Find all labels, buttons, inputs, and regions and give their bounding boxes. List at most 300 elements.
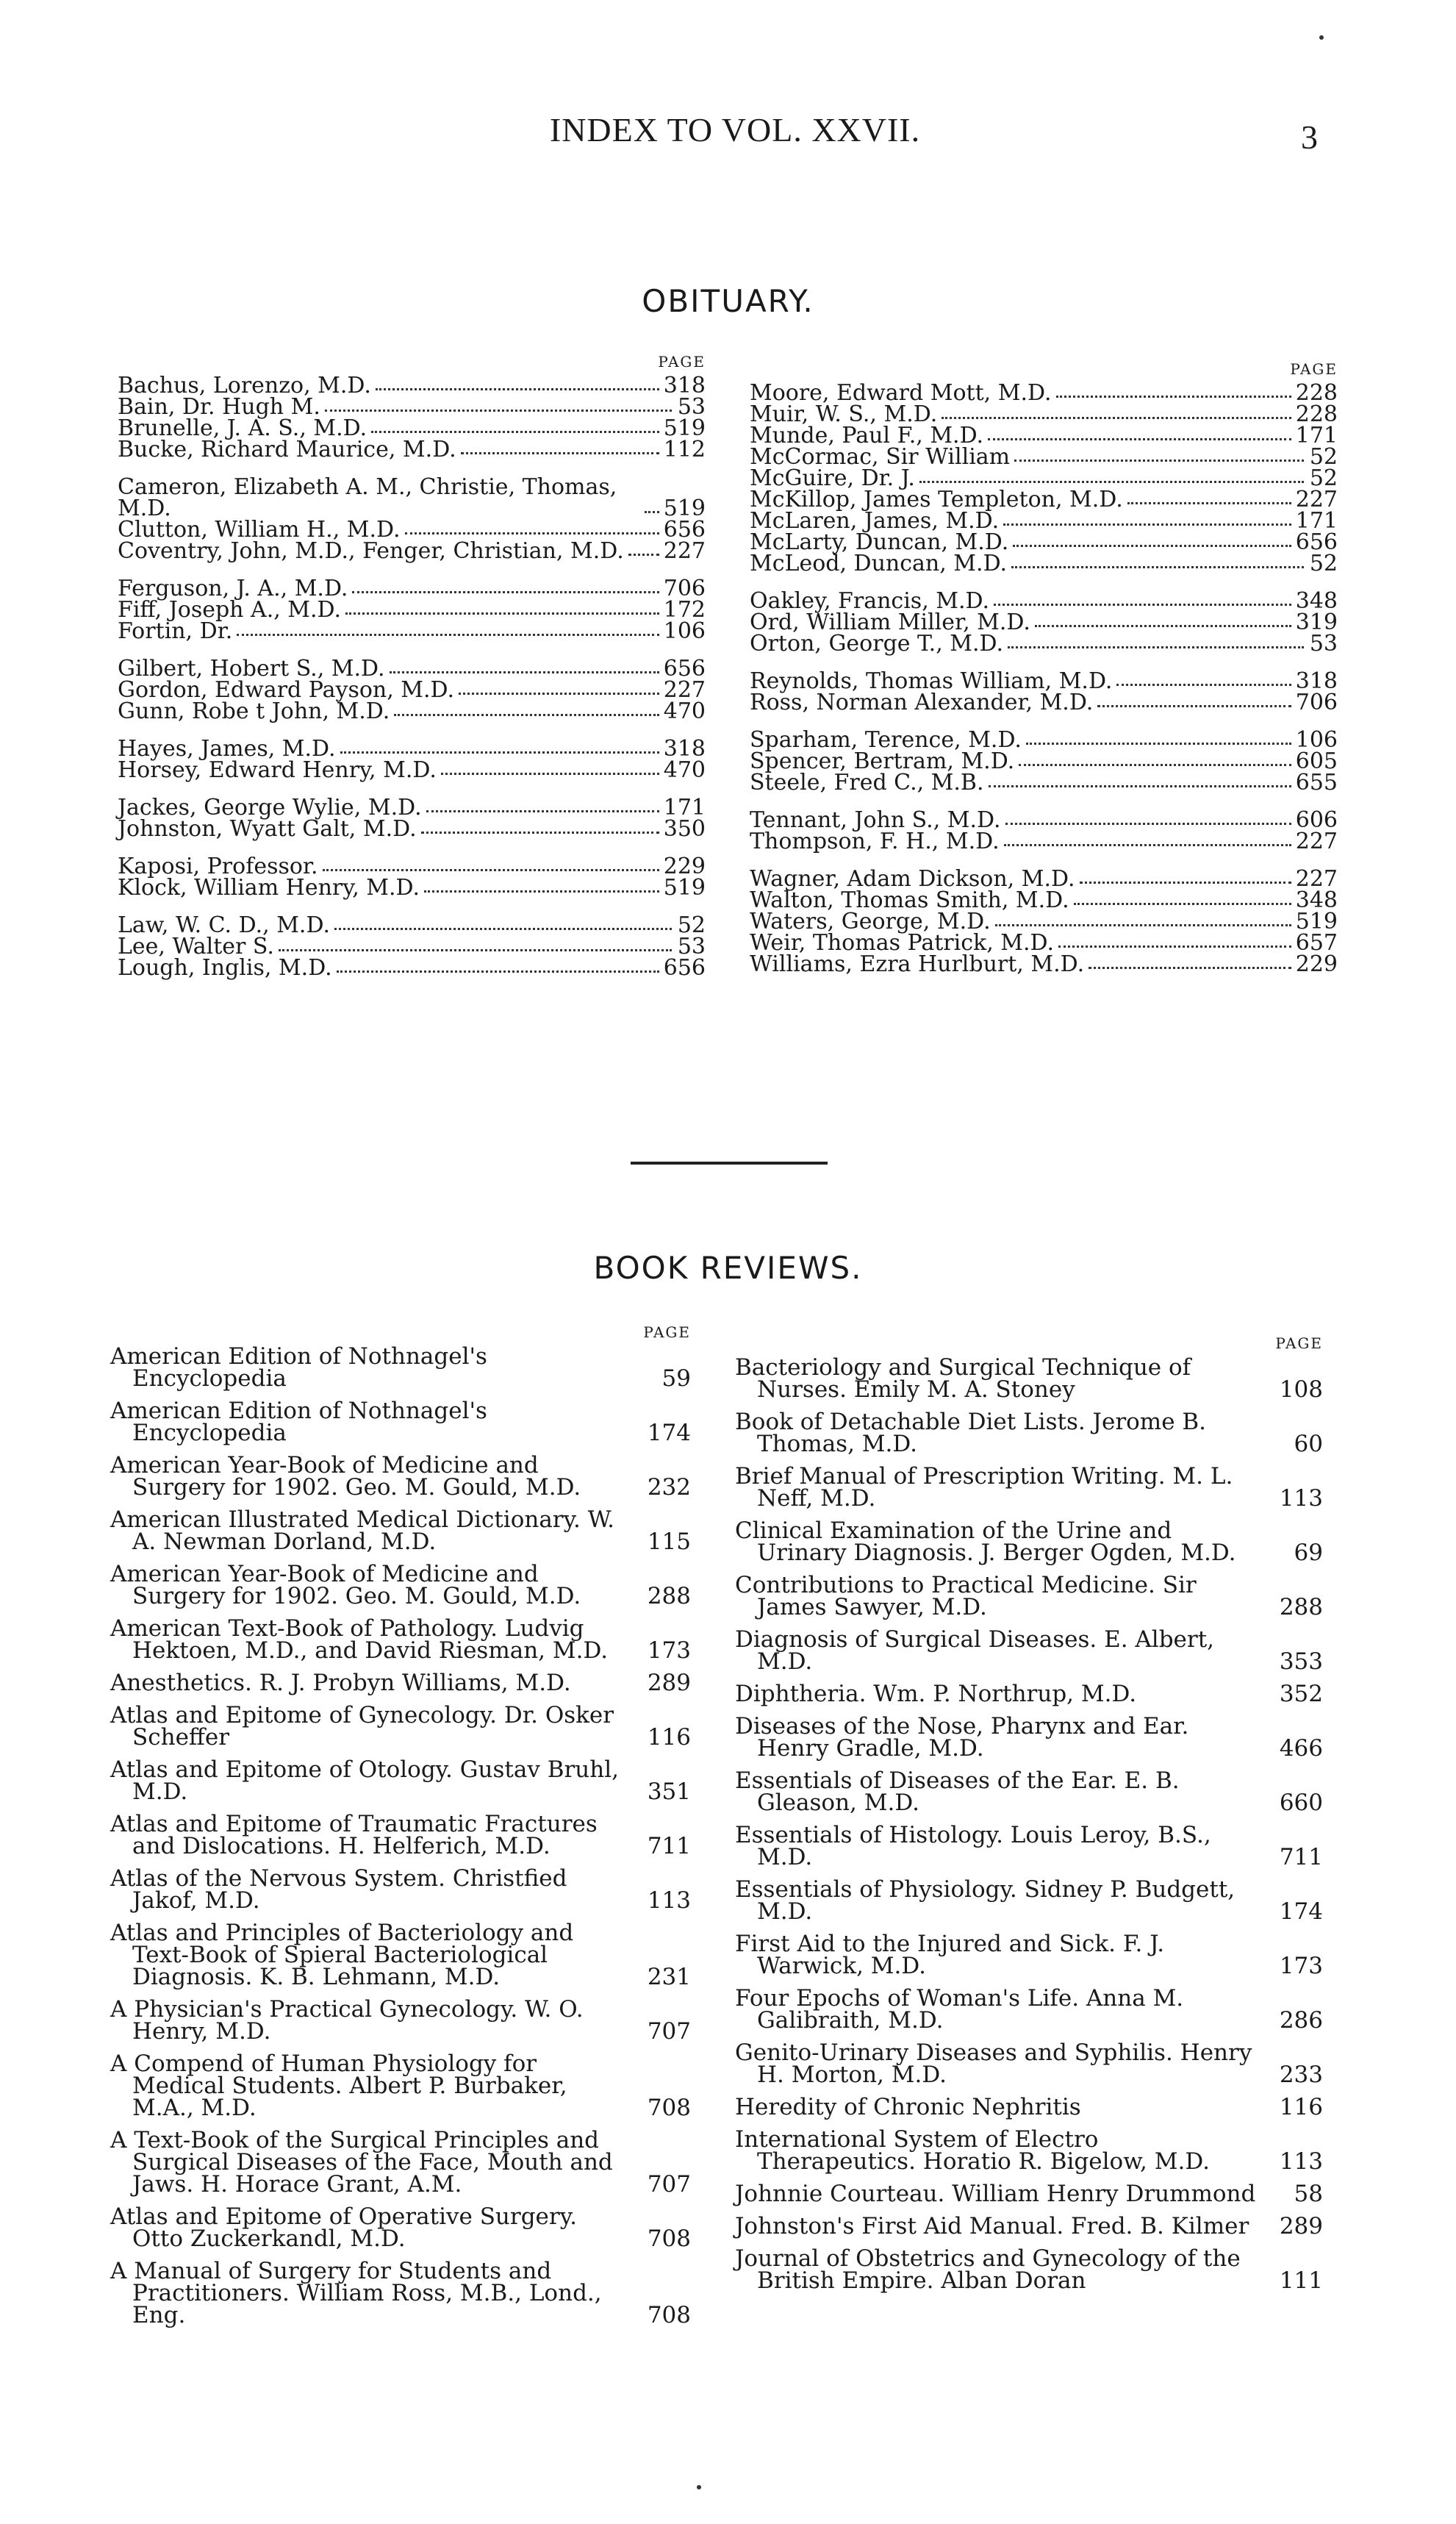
obituary-entry: [118, 439, 706, 460]
obituary-heading: OBITUARY.: [642, 283, 814, 319]
entry-name: Clutton, William H., M.D.: [118, 517, 401, 543]
obituary-entry: [118, 375, 706, 396]
obituary-group: [118, 797, 706, 840]
obituary-entry: [118, 856, 706, 877]
entry-page: 227: [1295, 487, 1338, 512]
leader-dots: [424, 890, 659, 893]
review-page: 173: [1279, 1953, 1323, 1979]
review-entry: [735, 1574, 1323, 1618]
obituary-entry: [118, 759, 706, 781]
review-title: Diagnosis of Surgical Diseases. E. Albert, M.D.: [735, 1626, 1215, 1675]
obituary-right-column: [750, 360, 1338, 991]
obituary-group: [750, 727, 1338, 796]
page-column-label: PAGE: [1290, 360, 1338, 378]
review-entry: [110, 1756, 691, 1805]
leader-dots: [1003, 523, 1291, 526]
entry-page: 53: [677, 934, 706, 959]
review-page: 116: [1279, 2094, 1323, 2120]
review-title: Contributions to Practical Medicine. Sir James Sawyer, M.D.: [735, 1572, 1197, 1620]
review-page: 466: [1279, 1735, 1323, 1762]
review-page: 233: [1279, 2062, 1323, 2088]
entry-name: Tennant, John S., M.D.: [750, 807, 1001, 833]
obituary-entry: [750, 609, 1338, 635]
obituary-group: [750, 868, 1338, 975]
review-title: A Text-Book of the Surgical Principles and Surgical Diseases of the Face, Mouth and Jaws. H. Horace Grant, A.M.: [110, 2127, 613, 2198]
entry-name: Coventry, John, M.D., Fenger, Christian, M.D.: [118, 538, 624, 564]
review-title: A Compend of Human Physiology for Medical Students. Albert P. Burbaker, M.A., M.D.: [110, 2051, 567, 2121]
entry-name: Bucke, Richard Maurice, M.D.: [118, 437, 456, 462]
obituary-entry: [750, 553, 1338, 574]
review-page: 711: [1279, 1844, 1323, 1870]
entry-name: McCormac, Sir William: [750, 444, 1011, 470]
review-entry: [735, 1411, 1323, 1455]
leader-dots: [1019, 764, 1291, 766]
review-page: 711: [647, 1833, 691, 1859]
entry-name: Jackes, George Wylie, M.D.: [118, 795, 422, 821]
review-entry: [110, 1452, 691, 1501]
review-entry: [735, 1356, 1323, 1401]
entry-name: Munde, Paul F., M.D.: [750, 423, 984, 448]
review-entry: [110, 2203, 691, 2252]
review-page: 115: [647, 1529, 691, 1555]
entry-page: 106: [663, 618, 706, 644]
obituary-entry: [118, 517, 706, 543]
entry-name: Fortin, Dr.: [118, 618, 233, 644]
leader-dots: [345, 612, 659, 615]
review-entry: [110, 2260, 691, 2326]
entry-page: 350: [663, 816, 706, 842]
entry-name: Lee, Walter S.: [118, 934, 274, 959]
entry-name: Gordon, Edward Payson, M.D.: [118, 677, 455, 703]
review-page: 708: [647, 2226, 691, 2252]
entry-name: Bain, Dr. Hugh M.: [118, 394, 320, 420]
entry-page: 112: [663, 437, 706, 462]
entry-page: 228: [1295, 380, 1338, 406]
entry-name: McKillop, James Templeton, M.D.: [750, 487, 1123, 512]
obituary-entry: [118, 698, 706, 724]
entry-name: Thompson, F. H., M.D.: [750, 829, 1000, 854]
leader-dots: [919, 481, 1304, 483]
entry-page: 519: [663, 875, 706, 901]
review-page: 289: [647, 1670, 691, 1696]
obituary-entry: [750, 831, 1338, 852]
obituary-group: [118, 854, 706, 901]
review-page: 707: [647, 2171, 691, 2198]
entry-page: 106: [1295, 727, 1338, 753]
section-divider: [631, 1162, 828, 1165]
entry-page: 52: [1309, 444, 1338, 470]
entry-name: Lough, Inglis, M.D.: [118, 955, 332, 981]
leader-dots: [461, 452, 659, 454]
obituary-group: [118, 476, 706, 562]
review-page: 707: [647, 2018, 691, 2045]
leader-dots: [1089, 967, 1291, 969]
review-title: Essentials of Diseases of the Ear. E. B. Gleason, M.D.: [735, 1767, 1180, 1816]
obituary-entry: [750, 510, 1338, 532]
entry-name: Hayes, James, M.D.: [118, 736, 336, 762]
review-title: Essentials of Histology. Louis Leroy, B.S., M.D.: [735, 1822, 1211, 1870]
review-title: Atlas and Epitome of Otology. Gustav Bruhl, M.D.: [110, 1756, 620, 1805]
leader-dots: [1008, 646, 1304, 648]
leader-dots: [325, 410, 672, 412]
obituary-entry: [750, 465, 1338, 491]
obituary-entry: [750, 489, 1338, 510]
entry-page: 657: [1295, 930, 1338, 956]
review-entry: [735, 2245, 1323, 2294]
review-title: Anesthetics. R. J. Probyn Williams, M.D.: [110, 1670, 571, 1696]
review-page: 708: [647, 2302, 691, 2328]
review-page: 289: [1279, 2213, 1323, 2239]
entry-page: 656: [663, 656, 706, 682]
review-title: Atlas and Epitome of Gynecology. Dr. Osker Scheffer: [110, 1702, 614, 1751]
review-entry: [735, 1985, 1323, 2034]
entry-name: Brunelle, J. A. S., M.D.: [118, 415, 367, 441]
entry-name: Weir, Thomas Patrick, M.D.: [750, 930, 1055, 956]
review-entry: [110, 2127, 691, 2198]
entry-name: Ross, Norman Alexander, M.D.: [750, 690, 1094, 715]
obituary-entry: [750, 729, 1338, 751]
review-entry: [110, 1400, 691, 1444]
review-entry: [110, 1506, 691, 1555]
review-page: 353: [1279, 1648, 1323, 1675]
entry-page: 519: [663, 496, 706, 521]
review-entry: [110, 1702, 691, 1751]
review-entry: [735, 1626, 1323, 1675]
entry-name: Reynolds, Thomas William, M.D.: [750, 668, 1113, 694]
review-entry: [110, 2053, 691, 2119]
obituary-entry: [118, 936, 706, 957]
entry-page: 229: [1295, 951, 1338, 977]
entry-page: 229: [663, 854, 706, 879]
review-title: A Physician's Practical Gynecology. W. O. Henry, M.D.: [110, 1996, 584, 2045]
obituary-entry: [750, 911, 1338, 932]
entry-page: 52: [1309, 551, 1338, 576]
review-entry: [110, 1672, 691, 1694]
review-title: Clinical Examination of the Urine and Urinary Diagnosis. J. Berger Ogden, M.D.: [735, 1517, 1236, 1566]
review-entry: [735, 1824, 1323, 1868]
entry-name: Gunn, Robe t John, M.D.: [118, 698, 390, 724]
entry-page: 656: [1295, 529, 1338, 555]
obituary-left-column: [118, 353, 706, 995]
entry-name: Fiff, Joseph A., M.D.: [118, 597, 342, 623]
leader-dots: [1127, 502, 1291, 504]
review-title: Brief Manual of Prescription Writing. M. L. Neff, M.D.: [735, 1463, 1233, 1512]
obituary-entry: [750, 770, 1338, 796]
review-title: Atlas of the Nervous System. Christfied Jakof, M.D.: [110, 1865, 567, 1914]
review-title: Atlas and Principles of Bacteriology and Text-Book of Spieral Bacteriological Diagnosis. K. B. Lehmann, M.D.: [110, 1920, 574, 1990]
review-page: 174: [1279, 1898, 1323, 1925]
leader-dots: [1080, 882, 1291, 884]
leader-dots: [334, 928, 672, 930]
obituary-entry: [118, 540, 706, 562]
obituary-entry: [750, 631, 1338, 657]
review-page: 174: [647, 1420, 691, 1446]
obituary-group: [750, 382, 1338, 574]
entry-name: Steele, Fred C., M.B.: [750, 770, 984, 796]
leader-dots: [645, 511, 659, 513]
review-title: Genito-Urinary Diseases and Syphilis. Henry H. Morton, M.D.: [735, 2039, 1252, 2088]
review-title: Atlas and Epitome of Operative Surgery. Otto Zuckerkandl, M.D.: [110, 2203, 577, 2252]
entry-page: 227: [663, 677, 706, 703]
leader-dots: [1097, 705, 1291, 707]
leader-dots: [376, 388, 659, 390]
review-page: 352: [1279, 1681, 1323, 1707]
entry-page: 706: [1295, 690, 1338, 715]
entry-page: 171: [663, 795, 706, 821]
obituary-entry: [118, 912, 706, 938]
review-entry: [735, 2183, 1323, 2205]
entry-page: 171: [1295, 508, 1338, 534]
page-column-label: PAGE: [643, 1323, 691, 1341]
page-column-label: PAGE: [658, 353, 706, 371]
review-page: 288: [647, 1583, 691, 1609]
book-reviews-left-column: [110, 1323, 691, 2337]
entry-name: Gilbert, Hobert S., M.D.: [118, 656, 385, 682]
leader-dots: [995, 924, 1291, 926]
entry-name: Orton, George T., M.D.: [750, 631, 1004, 657]
leader-dots: [1005, 823, 1291, 825]
obituary-entry: [118, 818, 706, 840]
obituary-entry: [118, 618, 706, 644]
review-page: 660: [1279, 1790, 1323, 1816]
review-entry: [735, 1933, 1323, 1977]
entry-name: McLarty, Duncan, M.D.: [750, 529, 1009, 555]
review-page: 108: [1279, 1376, 1323, 1403]
leader-dots: [1004, 844, 1291, 846]
leader-dots: [337, 970, 659, 973]
entry-page: 227: [1295, 829, 1338, 854]
leader-dots: [394, 714, 659, 716]
review-page: 288: [1279, 1594, 1323, 1620]
entry-name: Walton, Thomas Smith, M.D.: [750, 887, 1069, 913]
review-entry: [110, 1996, 691, 2045]
entry-name: Johnston, Wyatt Galt, M.D.: [118, 816, 417, 842]
leader-dots: [1011, 566, 1304, 568]
review-entry: [110, 1867, 691, 1912]
obituary-entry: [118, 415, 706, 441]
obituary-entry: [118, 578, 706, 599]
obituary-entry: [750, 446, 1338, 468]
review-title: American Edition of Nothnagel's Encyclopedia: [110, 1398, 487, 1446]
obituary-entry: [750, 748, 1338, 774]
review-title: Atlas and Epitome of Traumatic Fractures and Dislocations. H. Helferich, M.D.: [110, 1811, 598, 1859]
entry-name: Wagner, Adam Dickson, M.D.: [750, 866, 1075, 892]
review-title: American Year-Book of Medicine and Surgery for 1902. Geo. M. Gould, M.D.: [110, 1452, 581, 1501]
entry-name: Bachus, Lorenzo, M.D.: [118, 373, 371, 398]
review-title: Johnston's First Aid Manual. Fred. B. Kilmer: [735, 2213, 1249, 2239]
review-page: 351: [647, 1778, 691, 1805]
leader-dots: [988, 438, 1291, 440]
obituary-entry: [750, 868, 1338, 890]
obituary-entry: [750, 932, 1338, 954]
obituary-entry: [750, 382, 1338, 404]
obituary-group: [750, 668, 1338, 715]
entry-page: 52: [677, 912, 706, 938]
obituary-entry: [750, 692, 1338, 713]
review-title: First Aid to the Injured and Sick. F. J. Warwick, M.D.: [735, 1931, 1165, 1979]
entry-name: Sparham, Terence, M.D.: [750, 727, 1022, 753]
entry-page: 228: [1295, 401, 1338, 427]
review-title: American Illustrated Medical Dictionary. W. A. Newman Dorland, M.D.: [110, 1506, 615, 1555]
review-page: 58: [1294, 2181, 1323, 2207]
leader-dots: [1056, 396, 1291, 398]
leader-dots: [1074, 903, 1291, 905]
leader-dots: [371, 431, 659, 433]
review-entry: [735, 2215, 1323, 2237]
entry-page: 470: [663, 757, 706, 783]
review-entry: [735, 2128, 1323, 2173]
entry-name: Ord, William Miller, M.D.: [750, 609, 1030, 635]
entry-name: Waters, George, M.D.: [750, 909, 991, 934]
obituary-entry: [750, 668, 1338, 694]
review-page: 232: [647, 1474, 691, 1501]
obituary-group: [118, 375, 706, 460]
review-title: A Manual of Surgery for Students and Practitioners. William Ross, M.B., Lond., Eng.: [110, 2258, 602, 2328]
entry-name: Oakley, Francis, M.D.: [750, 588, 990, 614]
obituary-group: [118, 658, 706, 722]
entry-page: 706: [663, 576, 706, 601]
review-entry: [110, 1563, 691, 1607]
obituary-entry: [750, 887, 1338, 913]
entry-page: 171: [1295, 423, 1338, 448]
entry-page: 319: [1295, 609, 1338, 635]
obituary-entry: [750, 809, 1338, 831]
leader-dots: [1116, 684, 1291, 686]
leader-dots: [441, 773, 659, 775]
leader-dots: [1026, 743, 1291, 745]
review-page: 708: [647, 2095, 691, 2121]
review-title: Book of Detachable Diet Lists. Jerome B. Thomas, M.D.: [735, 1409, 1207, 1457]
entry-page: 227: [1295, 866, 1338, 892]
entry-name: Law, W. C. D., M.D.: [118, 912, 330, 938]
obituary-group: [750, 809, 1338, 852]
review-page: 286: [1279, 2007, 1323, 2034]
entry-page: 53: [1309, 631, 1338, 657]
page-title: INDEX TO VOL. XXVII.: [549, 111, 921, 149]
review-entry: [735, 1463, 1323, 1512]
review-title: Heredity of Chronic Nephritis: [735, 2094, 1081, 2120]
entry-page: 656: [663, 955, 706, 981]
entry-page: 348: [1295, 887, 1338, 913]
review-entry: [735, 2039, 1323, 2088]
obituary-entry: [118, 476, 706, 519]
leader-dots: [340, 751, 659, 754]
review-entry: [735, 1713, 1323, 1762]
obituary-entry: [750, 425, 1338, 446]
leader-dots: [1035, 625, 1291, 627]
review-title: Essentials of Physiology. Sidney P. Budgett, M.D.: [735, 1876, 1236, 1925]
entry-name: Kaposi, Professor.: [118, 854, 318, 879]
review-title: Journal of Obstetrics and Gynecology of the British Empire. Alban Doran: [735, 2245, 1241, 2294]
entry-page: 348: [1295, 588, 1338, 614]
entry-page: 318: [663, 736, 706, 762]
book-reviews-right-column: [735, 1334, 1323, 2302]
leader-dots: [279, 949, 672, 951]
review-entry: [735, 1683, 1323, 1705]
leader-dots: [237, 634, 659, 636]
obituary-entry: [118, 679, 706, 701]
entry-page: 519: [1295, 909, 1338, 934]
obituary-entry: [118, 736, 706, 762]
entry-page: 656: [663, 517, 706, 543]
entry-name: Moore, Edward Mott, M.D.: [750, 380, 1052, 406]
print-speck: [1319, 35, 1324, 40]
entry-page: 655: [1295, 770, 1338, 796]
obituary-entry: [750, 951, 1338, 977]
leader-dots: [628, 554, 659, 556]
leader-dots: [459, 693, 659, 695]
review-entry: [110, 1345, 691, 1390]
leader-dots: [942, 417, 1291, 419]
obituary-entry: [118, 957, 706, 979]
book-reviews-heading: BOOK REVIEWS.: [593, 1250, 863, 1286]
review-entry: [110, 1922, 691, 1988]
obituary-entry: [118, 875, 706, 901]
leader-dots: [994, 604, 1291, 606]
obituary-entry: [750, 529, 1338, 555]
obituary-group: [118, 738, 706, 781]
entry-page: 605: [1295, 748, 1338, 774]
review-page: 59: [661, 1365, 691, 1392]
review-title: American Year-Book of Medicine and Surgery for 1902. Geo. M. Gould, M.D.: [110, 1561, 581, 1609]
review-page: 111: [1279, 2267, 1323, 2294]
review-entry: [735, 1517, 1323, 1566]
entry-page: 318: [1295, 668, 1338, 694]
entry-page: 318: [663, 373, 706, 398]
leader-dots: [1058, 945, 1291, 948]
review-page: 113: [647, 1887, 691, 1914]
entry-name: Williams, Ezra Hurlburt, M.D.: [750, 951, 1085, 977]
review-title: American Text-Book of Pathology. Ludvig Hektoen, M.D., and David Riesman, M.D.: [110, 1615, 609, 1664]
review-entry: [110, 1617, 691, 1662]
obituary-entry: [118, 599, 706, 621]
entry-name: McGuire, Dr. J.: [750, 465, 915, 491]
review-title: Diseases of the Nose, Pharynx and Ear. Henry Gradle, M.D.: [735, 1713, 1189, 1762]
review-entry: [735, 1878, 1323, 1923]
review-page: 69: [1294, 1540, 1323, 1566]
entry-page: 172: [663, 597, 706, 623]
review-page: 116: [647, 1724, 691, 1751]
obituary-entry: [118, 795, 706, 821]
entry-name: Spencer, Bertram, M.D.: [750, 748, 1015, 774]
review-title: American Edition of Nothnagel's Encyclopedia: [110, 1343, 487, 1392]
leader-dots: [390, 671, 659, 673]
obituary-entry: [118, 396, 706, 418]
review-entry: [110, 1813, 691, 1857]
leader-dots: [989, 785, 1291, 787]
review-page: 113: [1279, 1485, 1323, 1512]
entry-name: Klock, William Henry, M.D.: [118, 875, 420, 901]
leader-dots: [426, 810, 659, 812]
obituary-group: [118, 912, 706, 981]
entry-name: McLeod, Duncan, M.D.: [750, 551, 1008, 576]
obituary-group: [750, 588, 1338, 657]
leader-dots: [1014, 460, 1304, 462]
review-page: 173: [647, 1637, 691, 1664]
review-page: 60: [1294, 1431, 1323, 1457]
entry-page: 606: [1295, 807, 1338, 833]
review-title: Johnnie Courteau. William Henry Drummond: [735, 2181, 1256, 2207]
entry-page: 52: [1309, 465, 1338, 491]
entry-name: McLaren, James, M.D.: [750, 508, 1000, 534]
review-title: Bacteriology and Surgical Technique of Nurses. Emily M. A. Stoney: [735, 1354, 1191, 1403]
obituary-entry: [750, 401, 1338, 427]
obituary-group: [118, 578, 706, 642]
entry-name: Ferguson, J. A., M.D.: [118, 576, 348, 601]
obituary-entry: [118, 656, 706, 682]
leader-dots: [352, 591, 659, 593]
entry-page: 227: [663, 538, 706, 564]
